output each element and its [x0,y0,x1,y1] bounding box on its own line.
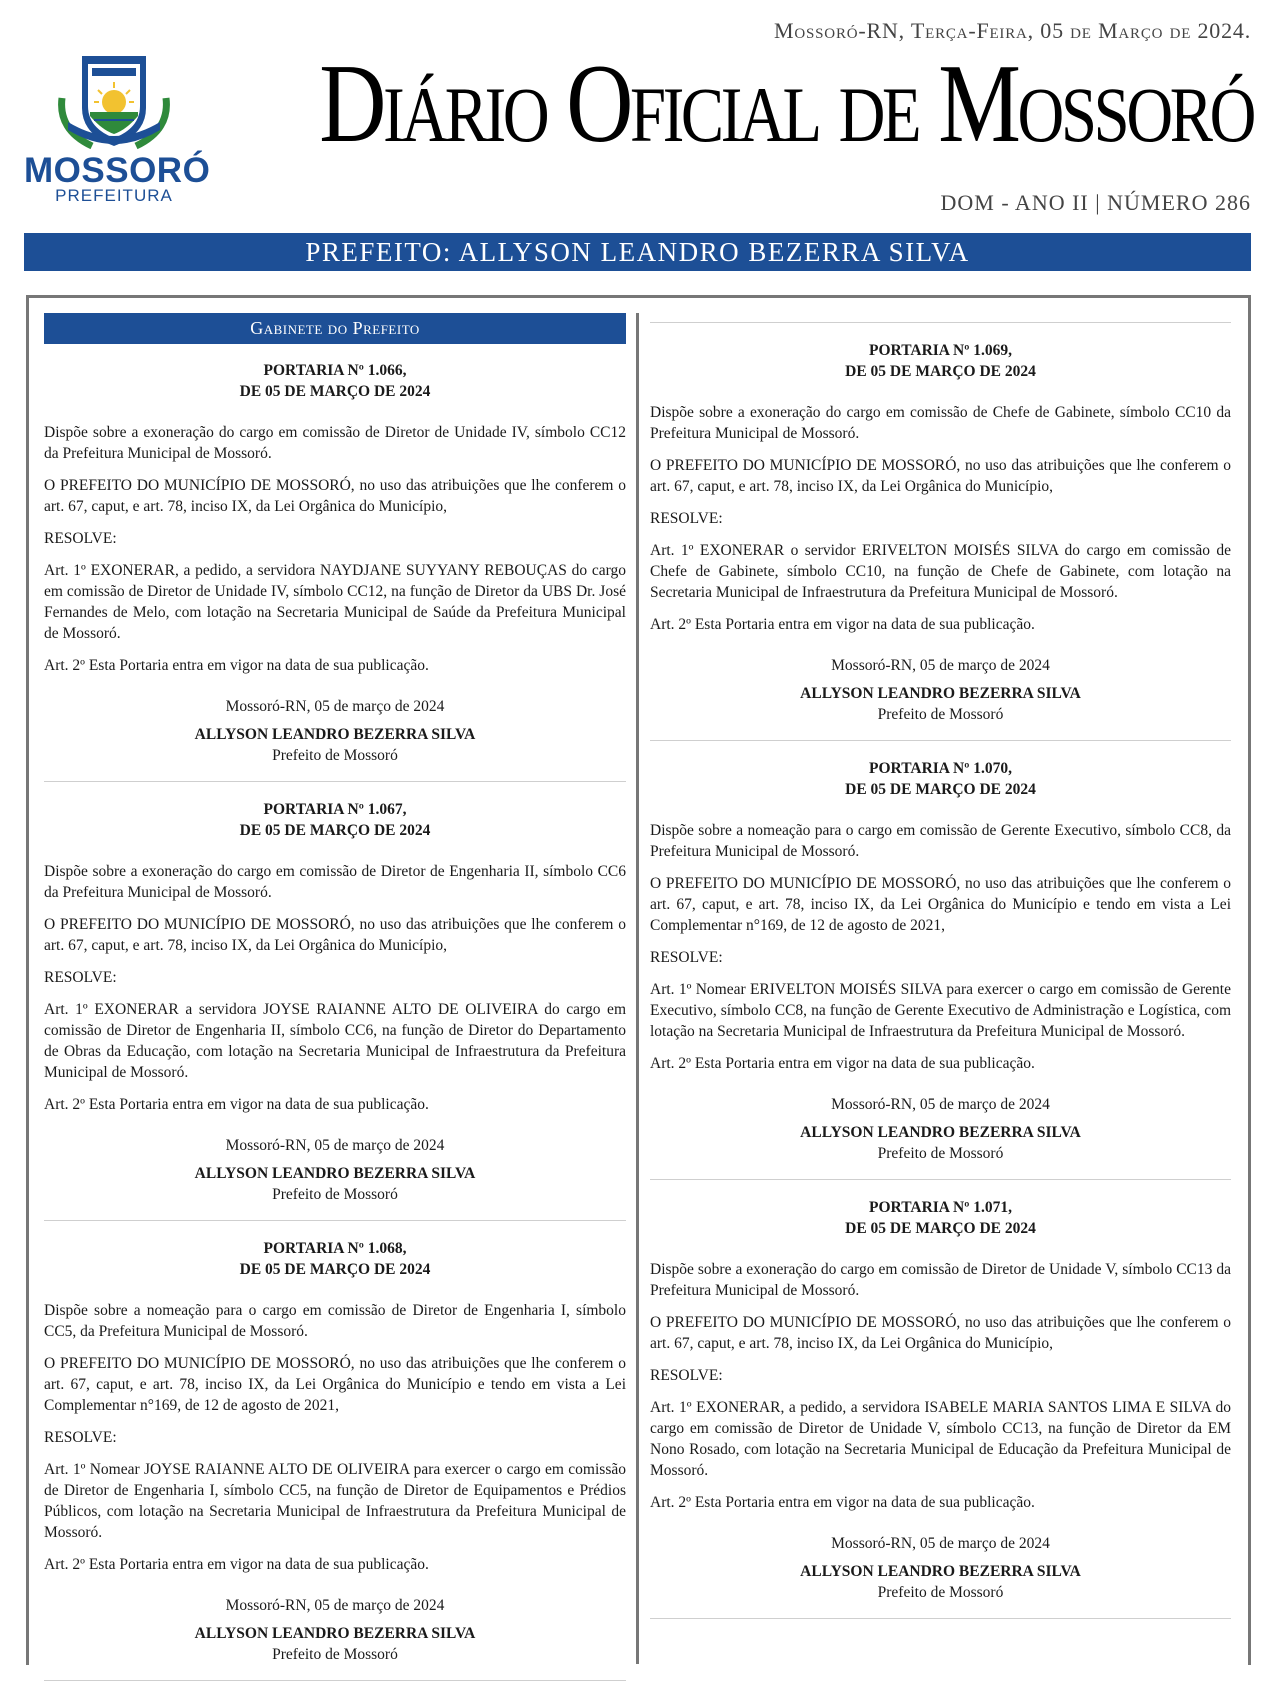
portaria-block [44,1238,626,1681]
portaria-signer-role: Prefeito de Mossoró [877,1584,1004,1601]
portaria-place-date: Mossoró-RN, 05 de março de 2024 [225,698,445,715]
portaria-article-1: Art. 1º EXONERAR, a pedido, a servidora NAYDJANE SUYYANY REBOUÇAS do cargo em comissão de Diretor de Unidade IV, símbolo CC12, na função de Diretor da UBS Dr. José Fernandes de Melo, com lotação na Secretaria Municipal de Saúde da Prefeitura Municipal de Mossoró. [44,562,626,642]
coat-of-arms-icon [52,50,176,150]
portaria-date: DE 05 DE MARÇO DE 2024 [845,1220,1036,1237]
portaria-preamble: O PREFEITO DO MUNICÍPIO DE MOSSORÓ, no uso das atribuições que lhe conferem o art. 67, caput, e art. 78, inciso IX, da Lei Orgânica do Município, [650,457,1231,495]
portaria-separator [650,1618,1231,1619]
portaria-separator [44,781,626,782]
portaria-block [650,340,1231,741]
portaria-place-date: Mossoró-RN, 05 de março de 2024 [225,1137,445,1154]
portaria-signer-role: Prefeito de Mossoró [877,706,1004,723]
portaria-signer: ALLYSON LEANDRO BEZERRA SILVA [194,1165,476,1182]
portaria-preamble: O PREFEITO DO MUNICÍPIO DE MOSSORÓ, no uso das atribuições que lhe conferem o art. 67, caput, e art. 78, inciso IX, da Lei Orgânica do Município e tendo em vista a Lei Complementar n°169, de 12 de agosto de 2021, [44,1355,626,1414]
portaria-date: DE 05 DE MARÇO DE 2024 [239,822,431,839]
portaria-signer: ALLYSON LEANDRO BEZERRA SILVA [800,1563,1081,1580]
portaria-article-1: Art. 1º Nomear ERIVELTON MOISÉS SILVA para exercer o cargo em comissão de Gerente Executivo, símbolo CC8, na função de Gerente Executivo de Administração e Logística, com lotação na Secretaria Municipal de Infraestrutura da Prefeitura Municipal de Mossoró. [650,981,1231,1040]
portaria-signer-role: Prefeito de Mossoró [272,1186,398,1203]
portaria-title: PORTARIA Nº 1.066, [263,362,407,379]
section-banner: Gabinete do Prefeito [44,313,626,344]
portaria-resolve: RESOLVE: [650,949,723,966]
portaria-ementa: Dispõe sobre a exoneração do cargo em comissão de Diretor de Unidade V, símbolo CC13 da Prefeitura Municipal de Mossoró. [650,1261,1231,1299]
portaria-resolve: RESOLVE: [44,530,117,547]
portaria-title: PORTARIA Nº 1.067, [263,801,407,818]
portaria-article-2: Art. 2º Esta Portaria entra em vigor na data de sua publicação. [44,1556,429,1573]
mayor-banner: PREFEITO: ALLYSON LEANDRO BEZERRA SILVA [24,233,1251,271]
portaria-place-date: Mossoró-RN, 05 de março de 2024 [831,1096,1050,1113]
right-column [650,322,1231,1636]
portaria-title: PORTARIA Nº 1.068, [263,1240,407,1257]
portaria-title: PORTARIA Nº 1.069, [869,342,1012,359]
portaria-preamble: O PREFEITO DO MUNICÍPIO DE MOSSORÓ, no uso das atribuições que lhe conferem o art. 67, caput, e art. 78, inciso IX, da Lei Orgânica do Município, [44,916,626,954]
portaria-signer: ALLYSON LEANDRO BEZERRA SILVA [800,1124,1081,1141]
column-divider [636,313,639,1664]
portaria-article-2: Art. 2º Esta Portaria entra em vigor na data de sua publicação. [650,1055,1035,1072]
portaria-date: DE 05 DE MARÇO DE 2024 [845,781,1036,798]
portaria-block [650,758,1231,1180]
logo-city-name: MOSSORÓ [24,151,211,190]
portaria-title: PORTARIA Nº 1.070, [869,760,1012,777]
portaria-preamble: O PREFEITO DO MUNICÍPIO DE MOSSORÓ, no uso das atribuições que lhe conferem o art. 67, caput, e art. 78, inciso IX, da Lei Orgânica do Município, [44,477,626,515]
portaria-separator [650,740,1231,741]
masthead-title: Diário Oficial de Mossoró [319,42,1253,166]
edition-number: DOM - ANO II | NÚMERO 286 [940,190,1251,215]
portaria-signer-role: Prefeito de Mossoró [272,747,398,764]
portaria-article-1: Art. 1º EXONERAR, a pedido, a servidora ISABELE MARIA SANTOS LIMA E SILVA do cargo em comissão de Diretor de Unidade V, símbolo CC13, na função de Diretor da EM Nono Rosado, com lotação na Secretaria Municipal de Educação da Prefeitura Municipal de Mossoró. [650,1399,1231,1479]
portaria-block [650,1197,1231,1619]
portaria-resolve: RESOLVE: [44,969,117,986]
portaria-signer-role: Prefeito de Mossoró [877,1145,1004,1162]
portaria-article-2: Art. 2º Esta Portaria entra em vigor na data de sua publicação. [44,657,429,674]
portaria-block [44,799,626,1221]
portaria-signer-role: Prefeito de Mossoró [272,1646,398,1663]
portaria-resolve: RESOLVE: [44,1429,117,1446]
portaria-ementa: Dispõe sobre a nomeação para o cargo em comissão de Diretor de Engenharia I, símbolo CC5, da Prefeitura Municipal de Mossoró. [44,1302,626,1340]
portaria-date: DE 05 DE MARÇO DE 2024 [239,383,431,400]
portaria-place-date: Mossoró-RN, 05 de março de 2024 [831,657,1050,674]
portaria-place-date: Mossoró-RN, 05 de março de 2024 [831,1535,1050,1552]
portaria-ementa: Dispõe sobre a exoneração do cargo em comissão de Diretor de Unidade IV, símbolo CC12 da Prefeitura Municipal de Mossoró. [44,424,626,462]
portaria-resolve: RESOLVE: [650,1367,723,1384]
portaria-preamble: O PREFEITO DO MUNICÍPIO DE MOSSORÓ, no uso das atribuições que lhe conferem o art. 67, caput, e art. 78, inciso IX, da Lei Orgânica do Município, [650,1314,1231,1352]
column-top-rule [650,322,1231,323]
portaria-separator [44,1220,626,1221]
portaria-preamble: O PREFEITO DO MUNICÍPIO DE MOSSORÓ, no uso das atribuições que lhe conferem o art. 67, caput, e art. 78, inciso IX, da Lei Orgânica do Município e tendo em vista a Lei Complementar n°169, de 12 de agosto de 2021, [650,875,1231,934]
city-logo [24,50,211,205]
dateline: Mossoró-RN, Terça-Feira, 05 de Março de 2024. [774,18,1251,43]
left-column [44,313,626,1698]
portaria-article-1: Art. 1º EXONERAR o servidor ERIVELTON MOISÉS SILVA do cargo em comissão de Chefe de Gabinete, símbolo CC10, na função de Chefe de Gabinete, com lotação na Secretaria Municipal de Infraestrutura da Prefeitura Municipal de Mossoró. [650,542,1231,601]
portaria-signer: ALLYSON LEANDRO BEZERRA SILVA [194,1625,476,1642]
portaria-title: PORTARIA Nº 1.071, [869,1199,1012,1216]
portaria-place-date: Mossoró-RN, 05 de março de 2024 [225,1597,445,1614]
portaria-article-1: Art. 1º Nomear JOYSE RAIANNE ALTO DE OLIVEIRA para exercer o cargo em comissão de Diretor de Engenharia I, símbolo CC5, na função de Diretor de Equipamentos e Prédios Públicos, com lotação na Secretaria Municipal de Infraestrutura da Prefeitura Municipal de Mossoró. [44,1461,626,1541]
portaria-article-1: Art. 1º EXONERAR a servidora JOYSE RAIANNE ALTO DE OLIVEIRA do cargo em comissão de Diretor de Engenharia II, símbolo CC6, na função de Diretor do Departamento de Obras da Educação, com lotação na Secretaria Municipal de Infraestrutura da Prefeitura Municipal de Mossoró. [44,1001,626,1081]
portaria-separator [44,1680,626,1681]
portaria-ementa: Dispõe sobre a nomeação para o cargo em comissão de Gerente Executivo, símbolo CC8, da Prefeitura Municipal de Mossoró. [650,822,1231,860]
portaria-article-2: Art. 2º Esta Portaria entra em vigor na data de sua publicação. [44,1096,429,1113]
portaria-date: DE 05 DE MARÇO DE 2024 [239,1261,431,1278]
logo-subtitle: PREFEITURA [55,186,173,205]
portaria-article-2: Art. 2º Esta Portaria entra em vigor na data de sua publicação. [650,1494,1035,1511]
portaria-article-2: Art. 2º Esta Portaria entra em vigor na data de sua publicação. [650,616,1035,633]
portaria-ementa: Dispõe sobre a exoneração do cargo em comissão de Diretor de Engenharia II, símbolo CC6 da Prefeitura Municipal de Mossoró. [44,863,626,901]
portaria-resolve: RESOLVE: [650,510,723,527]
portaria-ementa: Dispõe sobre a exoneração do cargo em comissão de Chefe de Gabinete, símbolo CC10 da Prefeitura Municipal de Mossoró. [650,404,1231,442]
portaria-separator [650,1179,1231,1180]
portaria-signer: ALLYSON LEANDRO BEZERRA SILVA [800,685,1081,702]
portaria-block [44,360,626,782]
portaria-date: DE 05 DE MARÇO DE 2024 [845,363,1036,380]
portaria-signer: ALLYSON LEANDRO BEZERRA SILVA [194,726,476,743]
